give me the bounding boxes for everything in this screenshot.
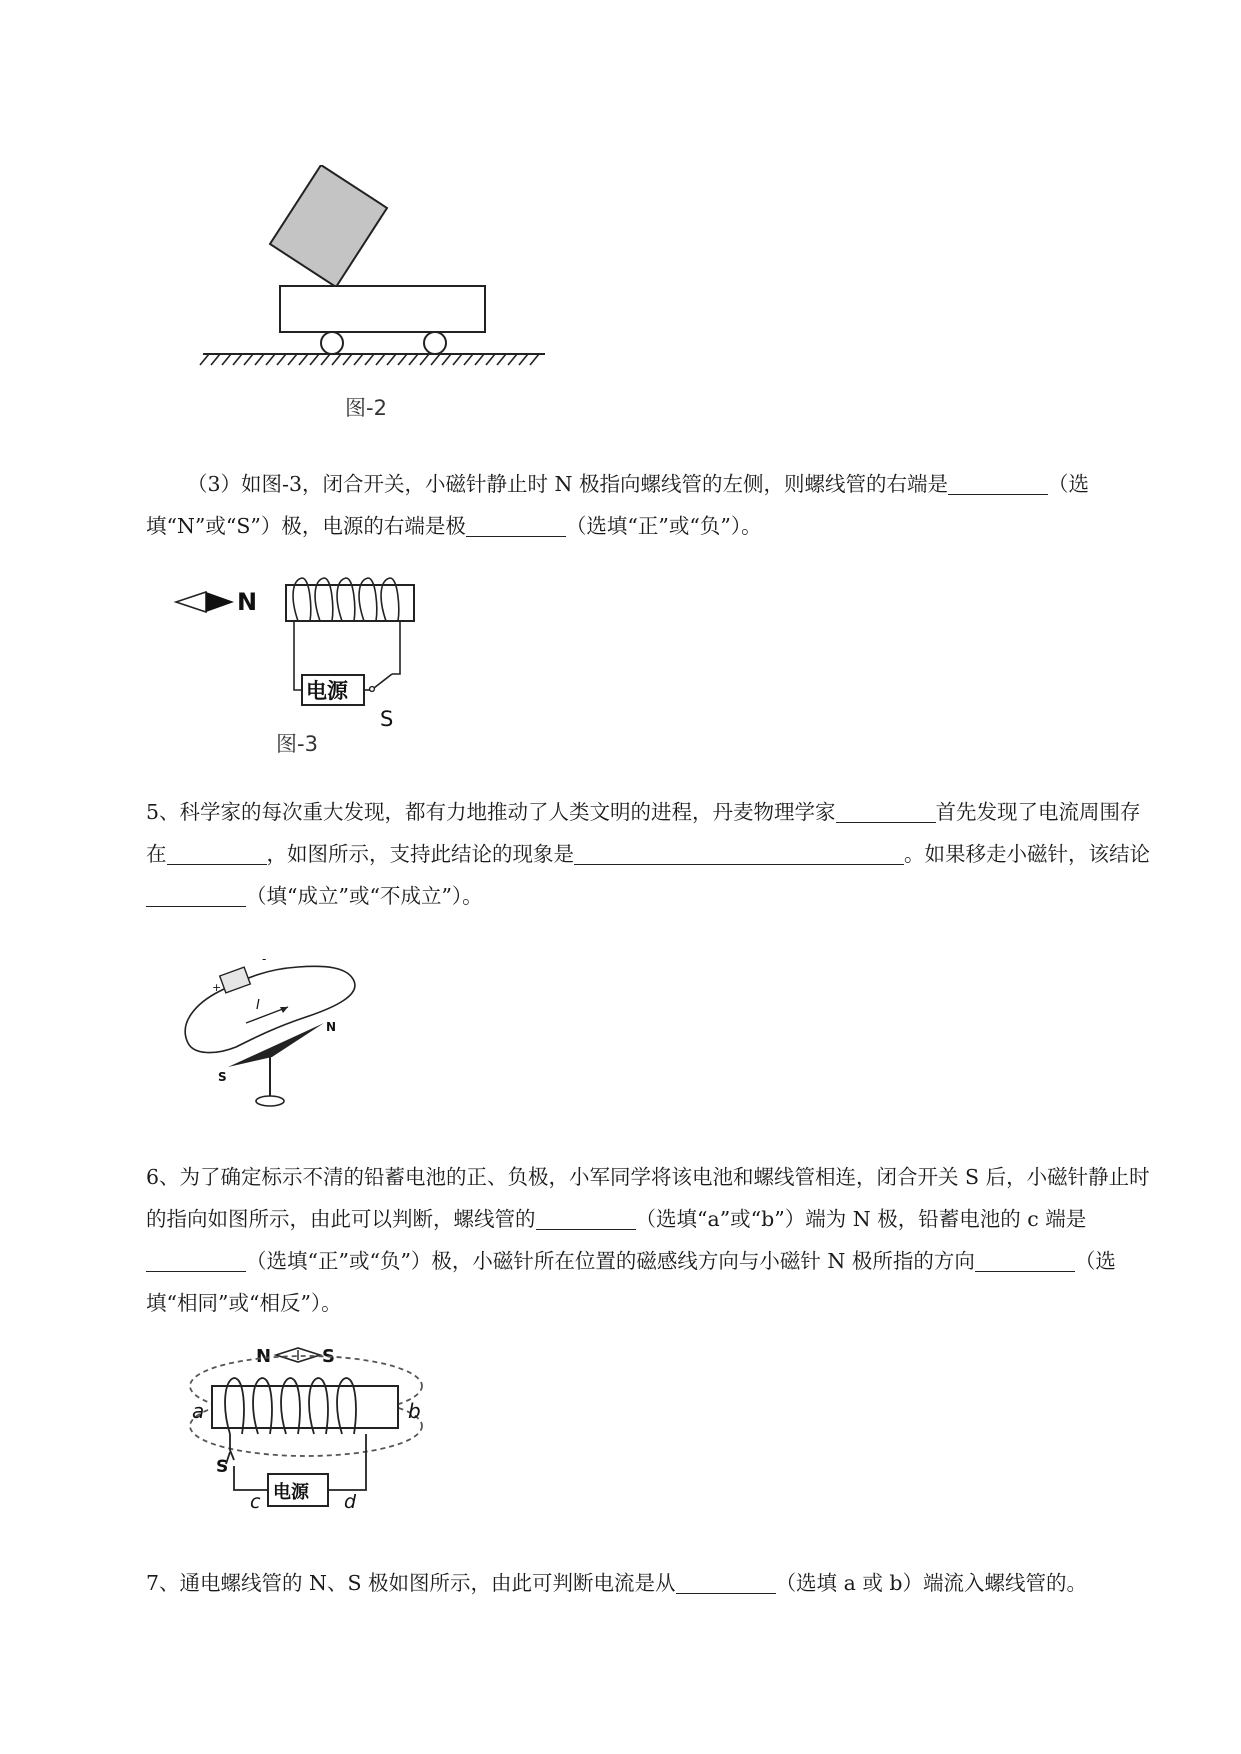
hatch-line [310, 354, 319, 365]
hatch-line [508, 354, 517, 365]
cart-wheel-left [321, 332, 343, 354]
hatch-line [299, 354, 308, 365]
hatch-line [343, 354, 352, 365]
answer-blank[interactable] [167, 838, 267, 865]
minus-label: - [262, 952, 267, 966]
hatch-line [211, 354, 220, 365]
figure-3 [170, 568, 450, 738]
wire-to-c [234, 1466, 268, 1490]
answer-blank[interactable] [676, 1567, 776, 1594]
hatch-line [475, 354, 484, 365]
power-label: 电源 [306, 679, 348, 703]
answer-blank[interactable] [466, 510, 566, 537]
hatch-line [277, 354, 286, 365]
hatch-line [486, 354, 495, 365]
hatch-line [200, 354, 209, 365]
s-pole-label: S [218, 1070, 227, 1084]
n-pole-label: N [237, 588, 258, 616]
wire-right [392, 621, 400, 674]
hatch-line [519, 354, 528, 365]
hatch-line [332, 354, 341, 365]
hatch-line [431, 354, 440, 365]
answer-blank[interactable] [536, 1203, 636, 1230]
hatch-line [387, 354, 396, 365]
wire-loop [185, 966, 355, 1052]
tilted-block [270, 165, 387, 287]
cart-body [280, 286, 485, 332]
current-label: I [256, 998, 260, 1013]
hatch-line [233, 354, 242, 365]
hatch-line [376, 354, 385, 365]
compass-needle [228, 1023, 324, 1067]
switch-label: S [380, 707, 394, 731]
hatch-line [288, 354, 297, 365]
solenoid [286, 585, 414, 621]
figure-6 [176, 1338, 436, 1513]
hatch-line [453, 354, 462, 365]
answer-blank[interactable] [574, 838, 904, 865]
figure-2 [195, 165, 555, 425]
answer-blank[interactable] [146, 880, 246, 907]
n-pole-label: N [326, 1020, 337, 1034]
hatch-line [497, 354, 506, 365]
battery [220, 967, 251, 993]
hatch-line [321, 354, 330, 365]
hatch-line [409, 354, 418, 365]
answer-blank[interactable] [836, 796, 936, 823]
hatch-line [266, 354, 275, 365]
hatch-line [398, 354, 407, 365]
hatch-line [464, 354, 473, 365]
figure-2-caption: 图-2 [345, 396, 387, 420]
end-a-label: a [192, 1399, 205, 1423]
terminal-c-label: c [250, 1491, 261, 1513]
wire-left [294, 621, 302, 690]
switch-blade [374, 674, 392, 688]
terminal-d-label: d [344, 1491, 357, 1513]
n-pole-label: N [256, 1346, 272, 1367]
stand-base [256, 1096, 284, 1106]
hatch-line [420, 354, 429, 365]
power-label: 电源 [273, 1482, 309, 1503]
figure-oersted [176, 945, 361, 1120]
compass-needle-white [176, 592, 206, 612]
plus-label: + [212, 981, 222, 994]
hatch-line [530, 354, 539, 365]
wire-left [230, 1434, 234, 1460]
hatch-line [354, 354, 363, 365]
compass-needle-black [206, 592, 234, 612]
hatch-line [365, 354, 374, 365]
question-4-3: （3）如图-3，闭合开关，小磁针静止时 N 极指向螺线管的左侧，则螺线管的右端是 （选填“N”或“S”）极，电源的右端是极 （选填“正”或“负”）。 [146, 463, 1156, 547]
hatch-line [442, 354, 451, 365]
hatch-line [244, 354, 253, 365]
answer-blank[interactable] [975, 1245, 1075, 1272]
cart-wheel-right [424, 332, 446, 354]
answer-blank[interactable] [948, 468, 1048, 495]
question-5: 5、科学家的每次重大发现，都有力地推动了人类文明的进程，丹麦物理学家 首先发现了电流周围存在 ，如图所示，支持此结论的现象是 。如果移走小磁针，该结论（填“成立”或“不成立”）。 [146, 791, 1156, 917]
wire-to-d [328, 1434, 366, 1490]
hatch-line [255, 354, 264, 365]
s-pole-label: S [322, 1346, 335, 1367]
figure-3-caption: 图-3 [276, 732, 318, 756]
switch-label: S [216, 1457, 229, 1477]
question-6: 6、为了确定标示不清的铅蓄电池的正、负极，小军同学将该电池和螺线管相连，闭合开关 S 后，小磁针静止时的指向如图所示，由此可以判断，螺线管的 （选填“a”或“b”）端为 N 极，铅蓄电池的 c 端是（选填“正”或“负”）极，小磁针所在位置的磁感线方向与小磁针 N 极所指的方向 （选填“相同”或“相反”）。 [146, 1165, 1150, 1315]
ground-hatching [200, 354, 539, 365]
hatch-line [222, 354, 231, 365]
answer-blank[interactable] [146, 1245, 246, 1272]
solenoid [212, 1386, 398, 1428]
cart-diagram [195, 165, 555, 425]
question-7: 7、通电螺线管的 N、S 极如图所示，由此可判断电流是从 （选填 a 或 b）端流入螺线管的。 [146, 1562, 1156, 1604]
end-b-label: b [408, 1399, 421, 1423]
